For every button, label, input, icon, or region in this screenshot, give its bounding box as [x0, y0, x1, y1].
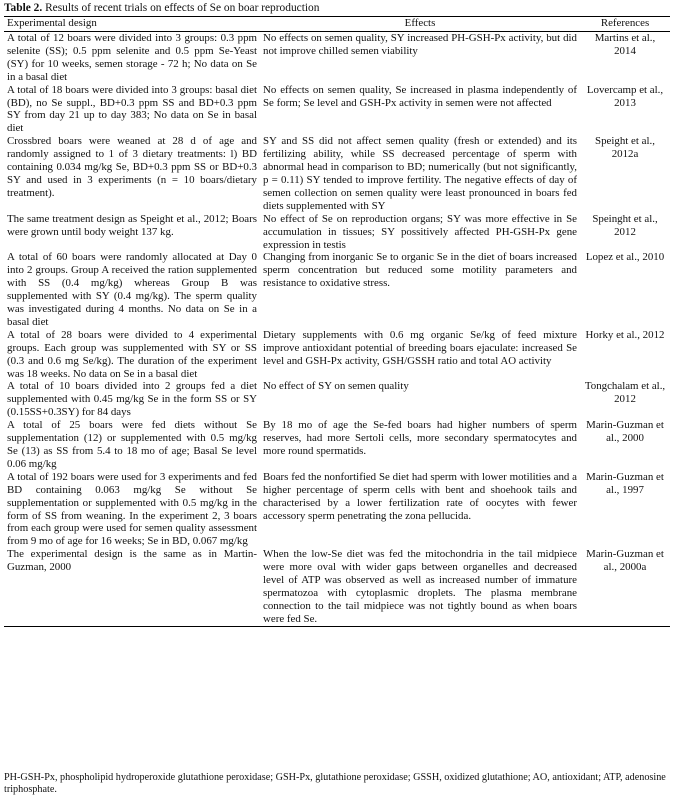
cell-reference: Tongchalam et al., 2012	[584, 380, 666, 406]
cell-design: A total of 28 boars were divided to 4 experimental groups. Each group was supplemented with SY or SS (0.3 and 0.6 mg Se/kg). The duration of the experiment was 18 weeks. No data on Se in a basal diet	[7, 328, 257, 380]
header-effects: Effects	[260, 17, 580, 32]
table-row	[4, 32, 670, 84]
table-caption-label: Table 2.	[4, 2, 43, 14]
table-footnote: PH-GSH-Px, phospholipid hydroperoxide glutathione peroxidase; GSH-Px, glutathione peroxidase; GSSH, oxidized glutathione; AO, antioxidant; ATP, adenosine triphosphate.	[4, 772, 666, 796]
cell-reference: Horky et al., 2012	[585, 328, 665, 341]
cell-design: A total of 25 boars were fed diets without Se supplementation (12) or supplemented with 0.5 mg/kg Se (13) as SS from 5.4 to 18 mo of age; Basal Se level 0.06 mg/kg	[7, 419, 257, 470]
cell-effects: No effect of SY on semen quality	[263, 380, 409, 393]
header-experimental-design: Experimental design	[4, 17, 260, 32]
cell-design: A total of 192 boars were used for 3 experiments and fed BD containing 0.063 mg/kg Se without Se supplementation or supplemented with 0.5 mg/kg in the form of SS from weaning. In the experiment 2, 3 boars from each group were used for semen quality assessment from 9 mo of age for 16 weeks; Se in BD, 0.067 mg/kg	[7, 470, 257, 548]
table-caption	[4, 1, 319, 15]
table-row	[4, 213, 670, 252]
table-row	[4, 548, 670, 626]
table-row	[4, 471, 670, 548]
cell-reference: Speight et al., 2012a	[595, 135, 655, 161]
cell-design: The experimental design is the same as in Martin-Guzman, 2000	[4, 548, 260, 626]
cell-design: A total of 10 boars divided into 2 groups fed a diet supplemented with 0.45 mg/kg Se in the form SS or SY (0.15SS+0.3SY) for 84 days	[7, 380, 257, 419]
cell-effects: SY and SS did not affect semen quality (fresh or extended) and its fertilizing ability, while SS decreased percentage of sperm with abnormal head in comparison to BD; numerically (but not significantly, p = 0.11) SY tended to improve fertility. The negative effects of day of semen collection on semen quality were least pronounced in boars fed diets supplemented with SY	[263, 135, 577, 212]
cell-effects: No effects on semen quality, Se increased in plasma independently of Se form; Se level and GSH-Px activity in semen were not affected	[263, 83, 577, 109]
cell-design: Crossbred boars were weaned at 28 d of age and randomly assigned to 1 of 3 dietary treatments: l) BD containing 0.034 mg/kg Se, BD+0.3 ppm SS or BD+0.3 SY and used in 3 experiments (n = 10 boars/dietary treatment).	[7, 135, 257, 199]
results-table	[4, 16, 670, 627]
table-caption-text: Results of recent trials on effects of Se on boar reproduction	[45, 2, 320, 14]
cell-design: A total of 18 boars were divided into 3 groups: basal diet (BD), no Se suppl., BD+0.3 ppm SS and BD+0.3 ppm SY from day 21 up to day 383; No data on Se in basal diet	[7, 83, 257, 135]
cell-reference: Marin-Guzman et al., 2000	[586, 419, 664, 445]
cell-reference: Marin-Guzman et al., 1997	[586, 470, 664, 496]
table-header-row	[4, 17, 670, 32]
cell-reference: Martins et al., 2014	[594, 32, 656, 57]
cell-effects: By 18 mo of age the Se-fed boars had higher numbers of sperm reserves, had more Sertoli cells, more secondary spermatocytes and more round spermatids.	[263, 419, 577, 457]
cell-effects: No effects on semen quality, SY increased PH-GSH-Px activity, but did not improve chilled semen viability	[263, 32, 577, 57]
cell-reference: Marin-Guzman et al., 2000a	[580, 548, 670, 626]
table-row	[4, 329, 670, 381]
header-references: References	[580, 17, 670, 32]
cell-effects: Dietary supplements with 0.6 mg organic Se/kg of feed mixture improve antioxidant potential of breeding boars ejaculate: increased Se level and GSH-Px activity, GSH/GSSH ratio and total AO activity	[263, 328, 577, 367]
cell-effects: Boars fed the nonfortified Se diet had sperm with lower motilities and a higher percentage of sperm cells with bent and shoehook tails and characterised by a lower fertilization rate of oocytes with fewer accessory sperm penetrating the zona pellucida.	[263, 470, 577, 522]
table-row	[4, 419, 670, 471]
table-row	[4, 251, 670, 328]
table-row	[4, 135, 670, 212]
cell-reference: Lopez et al., 2010	[585, 251, 665, 264]
table-row	[4, 84, 670, 136]
cell-reference: Lovercamp et al., 2013	[586, 83, 664, 109]
cell-design: A total of 12 boars were divided into 3 groups: 0.3 ppm selenite (SS); 0.5 ppm selenite and 0.5 ppm Se-Yeast (SY) for 10 weeks, semen storage - 72 h; No data on Se in a basal diet	[7, 32, 257, 83]
cell-design: A total of 60 boars were randomly allocated at Day 0 into 2 groups. Group A received the ration supplemented with SS (0.4 mg/kg) whereas Group B was supplemented with SY (0.4 mg/kg). The sperm quality was investigated during 4 months. No data on Se in a basal diet	[7, 251, 257, 328]
cell-reference: Speinght et al., 2012	[592, 212, 658, 238]
cell-effects: Changing from inorganic Se to organic Se in the diet of boars increased sperm concentration but reduced some motility parameters and resistance to oxidative stress.	[263, 251, 577, 290]
cell-effects: No effect of Se on reproduction organs; SY was more effective in Se accumulation in tissues; SY possitively affected PH-GSH-Px gene expression in testis	[263, 212, 577, 251]
table-row	[4, 380, 670, 419]
cell-effects: When the low-Se diet was fed the mitochondria in the tail midpiece were more oval with wider gaps between organelles and decreased level of ATP was observed as well as increased number of immature spermatozoa with cytoplasmic droplets. The plasma membrane connection to the tail midpiece was not tightly bound as when boars were fed Se.	[260, 548, 580, 626]
cell-design: The same treatment design as Speight et al., 2012; Boars were grown until body weight 137 kg.	[7, 212, 257, 238]
